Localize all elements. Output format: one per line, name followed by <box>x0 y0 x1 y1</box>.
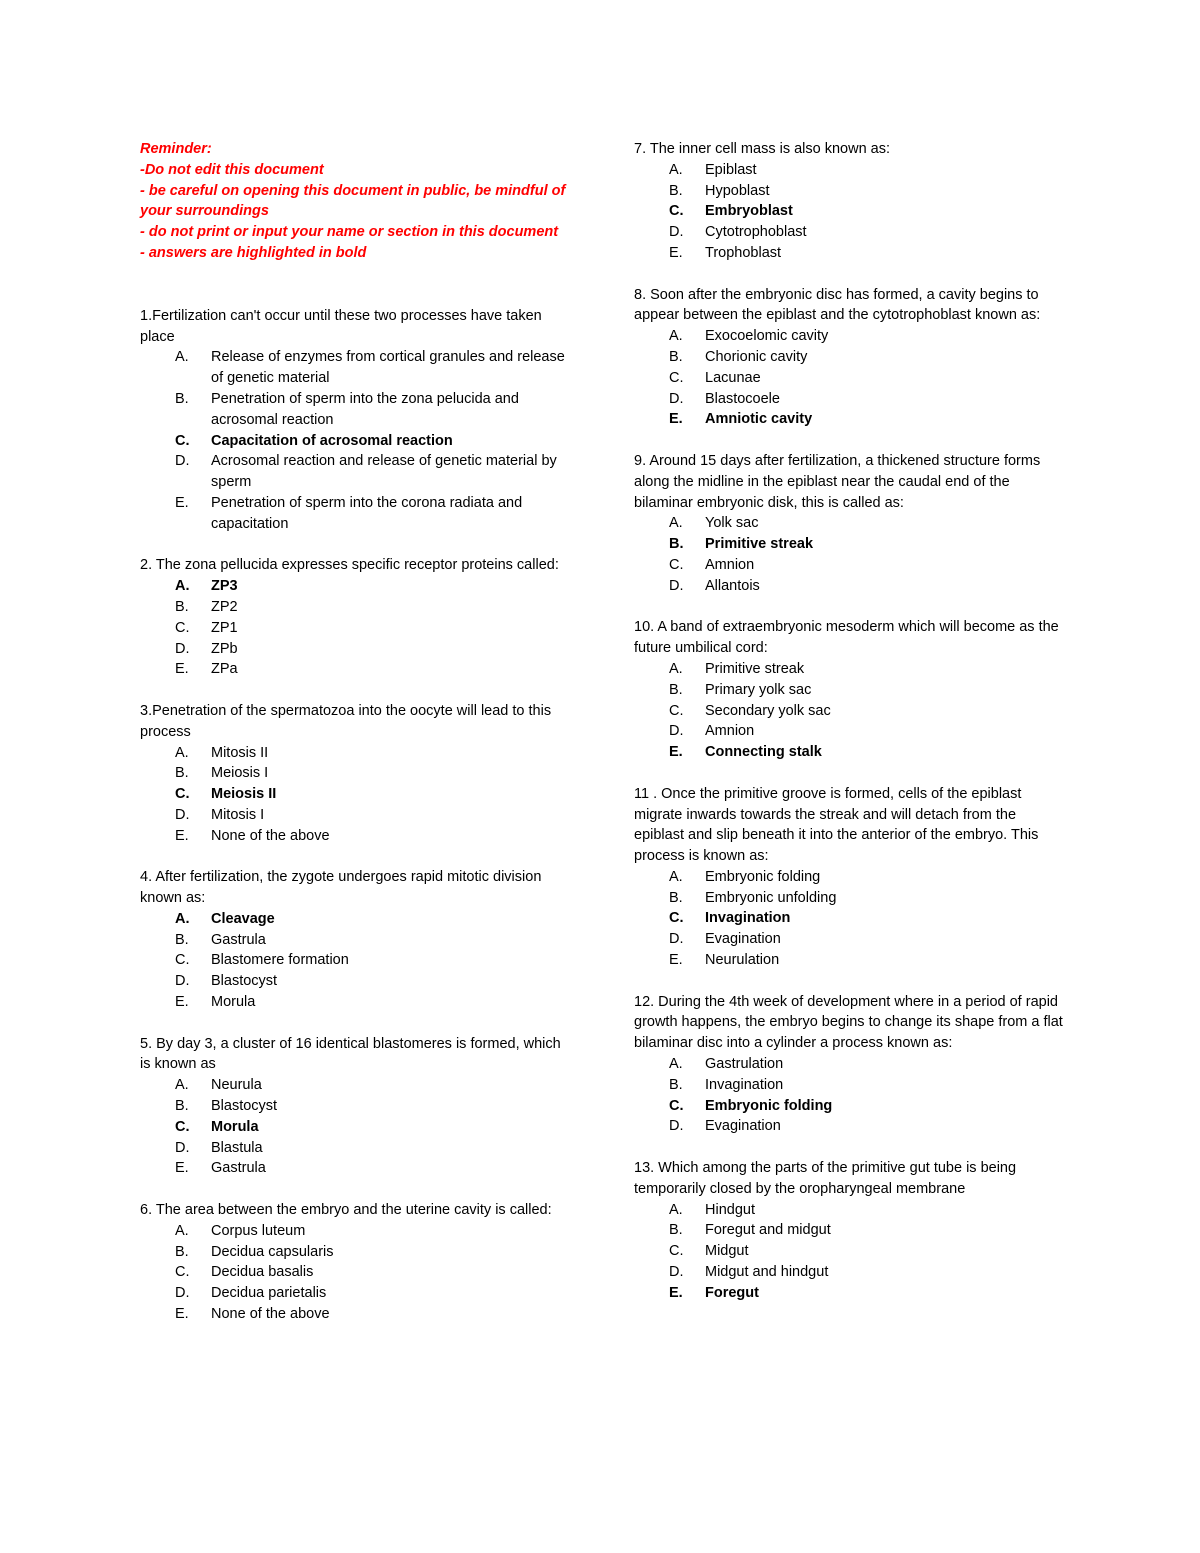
answer-option <box>140 451 570 493</box>
reminder-heading: Reminder: <box>140 141 212 157</box>
option-text: ZPb <box>211 640 238 657</box>
reminder-block <box>140 139 570 264</box>
answer-option <box>140 1138 570 1159</box>
option-letter: A. <box>175 744 189 761</box>
option-letter: E. <box>669 244 683 261</box>
option-letter: E. <box>175 1160 189 1177</box>
option-letter: B. <box>175 1243 189 1260</box>
question-text: 1.Fertilization can't occur until these two processes have taken place <box>140 307 542 345</box>
answer-option-correct <box>634 908 1064 929</box>
answer-option-correct <box>634 409 1064 430</box>
answer-option <box>140 826 570 847</box>
option-list <box>634 1200 1064 1304</box>
question-block <box>140 1034 570 1180</box>
answer-option <box>634 888 1064 909</box>
question-text: 11 . Once the primitive groove is formed, cells of the epiblast migrate inwards towards the streak and will detach from the epiblast and slip beneath it into the anterior of the embryo. This process is known as: <box>634 785 1039 865</box>
option-text: Amnion <box>705 556 755 573</box>
option-text: ZPa <box>211 661 238 678</box>
answer-option <box>140 1221 570 1242</box>
answer-option <box>140 639 570 660</box>
option-list <box>634 1054 1064 1137</box>
option-letter: B. <box>175 765 189 782</box>
option-letter: C. <box>175 432 190 449</box>
option-text: Capacitation of acrosomal reaction <box>211 432 453 449</box>
answer-option <box>634 513 1064 534</box>
question-list <box>140 306 570 1325</box>
question-text: 12. During the 4th week of development where in a period of rapid growth happens, the embryo begins to change its shape from a flat bilaminar disc into a cylinder a process known as: <box>634 993 1063 1052</box>
reminder-line: - be careful on opening this document in public, be mindful of your surroundings <box>140 182 566 220</box>
answer-option <box>634 1116 1064 1137</box>
answer-option <box>140 1096 570 1117</box>
answer-option-correct <box>140 784 570 805</box>
option-text: Evagination <box>705 931 781 948</box>
option-text: Chorionic cavity <box>705 348 808 365</box>
option-letter: C. <box>669 1243 684 1260</box>
answer-option <box>634 721 1064 742</box>
option-text: Embryonic folding <box>705 1097 833 1114</box>
option-text: Meiosis II <box>211 786 277 803</box>
answer-option <box>140 805 570 826</box>
answer-option-correct <box>140 431 570 452</box>
option-letter: C. <box>669 556 684 573</box>
option-letter: B. <box>669 348 683 365</box>
question-block <box>140 1200 570 1325</box>
question-text: 4. After fertilization, the zygote undergoes rapid mitotic division known as: <box>140 869 542 907</box>
option-letter: C. <box>669 910 684 927</box>
question-block <box>634 784 1064 971</box>
option-letter: E. <box>669 744 683 761</box>
answer-option-correct <box>634 1283 1064 1304</box>
answer-option <box>634 389 1064 410</box>
option-text: Penetration of sperm into the corona radiata and capacitation <box>211 494 523 532</box>
option-letter: A. <box>669 515 683 532</box>
answer-option <box>634 1200 1064 1221</box>
question-list <box>634 139 1064 1304</box>
question-text: 5. By day 3, a cluster of 16 identical blastomeres is formed, which is known as <box>140 1035 561 1073</box>
option-text: Connecting stalk <box>705 744 822 761</box>
reminder-line: -Do not edit this document <box>140 161 324 178</box>
answer-option <box>634 243 1064 264</box>
option-list <box>140 347 570 534</box>
option-text: Neurula <box>211 1077 262 1094</box>
answer-option <box>140 763 570 784</box>
option-letter: A. <box>175 349 189 366</box>
answer-option <box>140 992 570 1013</box>
option-letter: D. <box>669 577 684 594</box>
answer-option <box>140 618 570 639</box>
option-text: Hindgut <box>705 1201 755 1218</box>
option-text: Blastomere formation <box>211 952 349 969</box>
option-text: None of the above <box>211 1306 330 1323</box>
answer-option <box>140 930 570 951</box>
answer-option <box>140 971 570 992</box>
option-letter: E. <box>175 1306 189 1323</box>
answer-option <box>140 659 570 680</box>
answer-option <box>140 1158 570 1179</box>
option-text: Epiblast <box>705 161 757 178</box>
option-text: Acrosomal reaction and release of genetic material by sperm <box>211 453 557 491</box>
option-letter: A. <box>175 1222 189 1239</box>
option-list <box>634 659 1064 763</box>
option-list <box>140 909 570 1013</box>
option-text: Cytotrophoblast <box>705 224 807 241</box>
answer-option-correct <box>634 742 1064 763</box>
option-text: Decidua basalis <box>211 1264 314 1281</box>
right-column <box>634 139 1064 1324</box>
option-text: Gastrula <box>211 931 266 948</box>
option-letter: D. <box>669 1118 684 1135</box>
option-list <box>140 1221 570 1325</box>
answer-option <box>634 701 1064 722</box>
option-text: Embryoblast <box>705 203 793 220</box>
answer-option-correct <box>634 1096 1064 1117</box>
option-list <box>634 160 1064 264</box>
option-text: Gastrulation <box>705 1056 784 1073</box>
question-text: 10. A band of extraembryonic mesoderm which will become as the future umbilical cord: <box>634 619 1059 657</box>
answer-option <box>634 929 1064 950</box>
option-letter: C. <box>175 1264 190 1281</box>
answer-option <box>634 1220 1064 1241</box>
answer-option <box>140 1242 570 1263</box>
question-text: 13. Which among the parts of the primitive gut tube is being temporarily closed by the oropharyngeal membrane <box>634 1160 1017 1197</box>
option-text: Allantois <box>705 577 760 594</box>
option-letter: C. <box>669 369 684 386</box>
answer-option <box>634 1262 1064 1283</box>
reminder-line: - do not print or input your name or section in this document <box>140 224 559 241</box>
answer-option <box>634 368 1064 389</box>
option-letter: D. <box>175 640 190 657</box>
answer-option <box>634 181 1064 202</box>
option-letter: E. <box>175 827 189 844</box>
option-text: Midgut <box>705 1243 749 1260</box>
option-letter: B. <box>175 931 189 948</box>
answer-option <box>634 160 1064 181</box>
option-text: Blastula <box>211 1139 263 1156</box>
option-letter: A. <box>669 161 683 178</box>
option-letter: D. <box>669 1264 684 1281</box>
option-list <box>140 743 570 847</box>
option-letter: C. <box>175 1118 190 1135</box>
answer-option <box>634 347 1064 368</box>
option-text: Neurulation <box>705 952 780 969</box>
option-list <box>140 1075 570 1179</box>
answer-option <box>634 222 1064 243</box>
option-letter: E. <box>669 1284 683 1301</box>
option-letter: D. <box>669 390 684 407</box>
answer-option <box>140 597 570 618</box>
left-column <box>140 139 570 1346</box>
option-text: ZP3 <box>211 578 238 595</box>
option-letter: B. <box>669 1076 683 1093</box>
option-text: Gastrula <box>211 1160 266 1177</box>
answer-option <box>634 659 1064 680</box>
option-letter: D. <box>175 453 190 470</box>
question-block <box>634 1158 1064 1304</box>
answer-option <box>140 347 570 389</box>
option-list <box>634 867 1064 971</box>
option-list <box>634 513 1064 596</box>
option-letter: E. <box>175 494 189 511</box>
option-text: Foregut and midgut <box>705 1222 831 1239</box>
answer-option <box>634 555 1064 576</box>
option-letter: B. <box>175 390 189 407</box>
option-letter: A. <box>669 1056 683 1073</box>
option-text: Secondary yolk sac <box>705 702 831 719</box>
option-letter: E. <box>669 411 683 428</box>
option-letter: D. <box>175 806 190 823</box>
option-text: Meiosis I <box>211 765 269 782</box>
option-text: Blastocyst <box>211 1098 278 1115</box>
option-text: Primitive streak <box>705 660 805 677</box>
option-letter: B. <box>669 889 683 906</box>
answer-option <box>634 680 1064 701</box>
option-letter: A. <box>175 910 190 927</box>
answer-option-correct <box>140 576 570 597</box>
answer-option-correct <box>140 909 570 930</box>
option-letter: A. <box>175 578 190 595</box>
option-text: Primitive streak <box>705 536 814 553</box>
option-letter: C. <box>669 1097 684 1114</box>
option-text: Primary yolk sac <box>705 681 812 698</box>
option-letter: C. <box>669 702 684 719</box>
option-letter: D. <box>669 723 684 740</box>
option-letter: D. <box>669 224 684 241</box>
answer-option <box>140 950 570 971</box>
answer-option <box>140 743 570 764</box>
option-letter: B. <box>669 681 683 698</box>
answer-option-correct <box>634 201 1064 222</box>
option-text: Release of enzymes from cortical granules and release of genetic material <box>211 349 565 387</box>
option-letter: B. <box>669 1222 683 1239</box>
option-text: Embryonic folding <box>705 868 821 885</box>
answer-option-correct <box>140 1117 570 1138</box>
option-text: Amnion <box>705 723 755 740</box>
answer-option <box>140 493 570 535</box>
option-text: Mitosis II <box>211 744 269 761</box>
answer-option <box>140 1283 570 1304</box>
option-letter: A. <box>175 1077 189 1094</box>
option-letter: A. <box>669 1201 683 1218</box>
question-text: 8. Soon after the embryonic disc has formed, a cavity begins to appear between the epiblast and the cytotrophoblast known as: <box>634 286 1041 324</box>
option-text: Foregut <box>705 1284 759 1301</box>
option-text: Blastocoele <box>705 390 780 407</box>
option-letter: D. <box>175 1139 190 1156</box>
option-letter: C. <box>175 952 190 969</box>
question-block <box>634 139 1064 264</box>
option-text: Lacunae <box>705 369 761 386</box>
option-list <box>634 326 1064 430</box>
option-text: Invagination <box>705 1076 784 1093</box>
option-letter: B. <box>669 536 684 553</box>
question-text: 9. Around 15 days after fertilization, a thickened structure forms along the midline in the epiblast near the caudal end of the bilaminar embryonic disk, this is called as: <box>634 452 1041 511</box>
option-letter: B. <box>175 598 189 615</box>
answer-option <box>634 1241 1064 1262</box>
option-text: Yolk sac <box>705 515 759 532</box>
option-letter: D. <box>175 973 190 990</box>
option-text: Morula <box>211 1118 259 1135</box>
question-text: 3.Penetration of the spermatozoa into the oocyte will lead to this process <box>140 702 552 740</box>
question-block <box>634 617 1064 763</box>
answer-option <box>634 950 1064 971</box>
option-letter: A. <box>669 660 683 677</box>
option-text: Exocoelomic cavity <box>705 328 829 345</box>
answer-option <box>140 389 570 431</box>
option-text: Evagination <box>705 1118 781 1135</box>
option-text: Decidua capsularis <box>211 1243 334 1260</box>
option-text: Corpus luteum <box>211 1222 306 1239</box>
option-list <box>140 576 570 680</box>
option-letter: C. <box>175 786 190 803</box>
option-text: Penetration of sperm into the zona pelucida and acrosomal reaction <box>211 390 519 428</box>
option-text: None of the above <box>211 827 330 844</box>
question-block <box>140 555 570 680</box>
option-letter: D. <box>669 931 684 948</box>
answer-option <box>634 1054 1064 1075</box>
answer-option <box>634 867 1064 888</box>
answer-option <box>140 1304 570 1325</box>
option-text: ZP2 <box>211 598 238 615</box>
option-text: Midgut and hindgut <box>705 1264 829 1281</box>
question-block <box>634 451 1064 597</box>
option-letter: E. <box>175 661 189 678</box>
option-text: Amniotic cavity <box>705 411 813 428</box>
option-letter: C. <box>175 619 190 636</box>
answer-option <box>634 1075 1064 1096</box>
option-text: Embryonic unfolding <box>705 889 837 906</box>
option-letter: C. <box>669 203 684 220</box>
option-text: ZP1 <box>211 619 238 636</box>
question-block <box>634 992 1064 1138</box>
option-letter: B. <box>175 1098 189 1115</box>
question-text: 7. The inner cell mass is also known as: <box>634 141 891 157</box>
answer-option <box>140 1262 570 1283</box>
option-letter: D. <box>175 1285 190 1302</box>
answer-option <box>634 326 1064 347</box>
question-block <box>140 867 570 1013</box>
option-letter: A. <box>669 868 683 885</box>
answer-option-correct <box>634 534 1064 555</box>
option-letter: A. <box>669 328 683 345</box>
option-letter: B. <box>669 182 683 199</box>
answer-option <box>634 576 1064 597</box>
option-text: Morula <box>211 994 256 1011</box>
question-block <box>634 285 1064 431</box>
option-text: Hypoblast <box>705 182 770 199</box>
option-letter: E. <box>175 994 189 1011</box>
question-text: 2. The zona pellucida expresses specific receptor proteins called: <box>140 557 559 574</box>
question-block <box>140 701 570 847</box>
option-text: Invagination <box>705 910 791 927</box>
option-text: Mitosis I <box>211 806 265 823</box>
option-text: Trophoblast <box>705 244 782 261</box>
reminder-line: - answers are highlighted in bold <box>140 244 367 261</box>
question-text: 6. The area between the embryo and the uterine cavity is called: <box>140 1202 552 1219</box>
option-text: Decidua parietalis <box>211 1285 327 1302</box>
answer-option <box>140 1075 570 1096</box>
question-block <box>140 306 570 535</box>
option-text: Blastocyst <box>211 973 278 990</box>
option-letter: E. <box>669 952 683 969</box>
option-text: Cleavage <box>211 910 275 927</box>
